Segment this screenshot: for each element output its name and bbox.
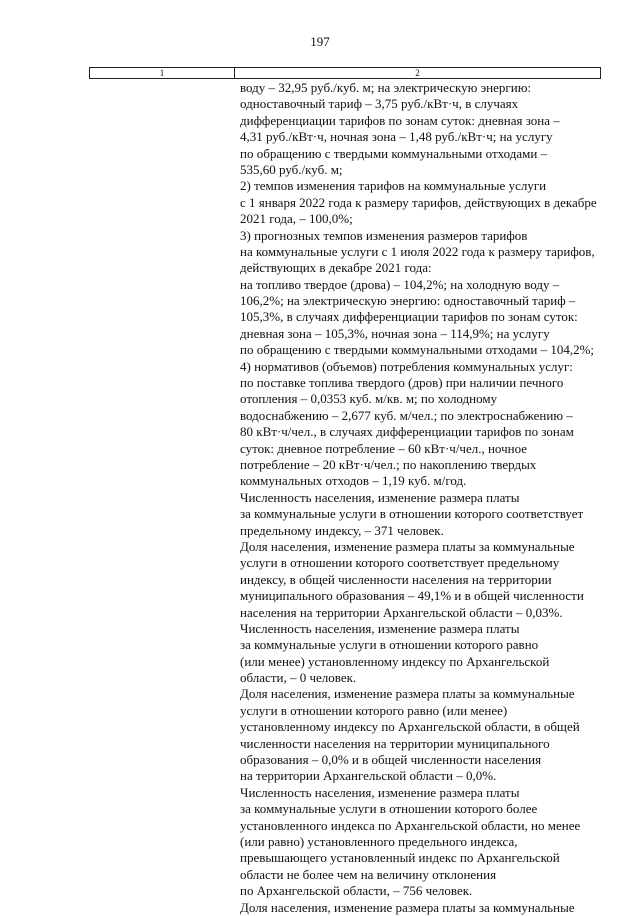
- text-line: 4,31 руб./кВт·ч, ночная зона – 1,48 руб./кВт·ч; на услугу: [240, 129, 553, 145]
- text-line: водоснабжению – 2,677 куб. м/чел.; по электроснабжению –: [240, 407, 573, 423]
- text-line: услуги в отношении которого соответствует предельному: [240, 555, 560, 571]
- text-line: 105,3%, в случаях дифференциации тарифов по зонам суток:: [240, 309, 578, 325]
- text-line: воду – 32,95 руб./куб. м; на электрическую энергию:: [240, 80, 532, 95]
- text-line: предельному индексу, – 371 человек.: [240, 522, 444, 538]
- text-line: суток: дневное потребление – 60 кВт·ч/чел., ночное: [240, 440, 528, 456]
- text-line: численности населения на территории муниципального: [240, 735, 550, 751]
- text-line: по обращению с твердыми коммунальными отходами –: [240, 145, 548, 161]
- text-line: Численность населения, изменение размера платы: [240, 489, 520, 505]
- text-line: Численность населения, изменение размера платы: [240, 620, 520, 636]
- text-line: установленному индексу по Архангельской области, в общей: [240, 719, 580, 735]
- text-line: (или равно) установленного предельного индекса,: [240, 833, 518, 849]
- text-line: населения на территории Архангельской области – 0,03%.: [240, 604, 563, 620]
- text-line: образования – 0,0% и в общей численности населения: [240, 752, 542, 768]
- text-line: дифференциации тарифов по зонам суток: дневная зона –: [240, 112, 560, 128]
- text-line: области не более чем на величину отклонения: [240, 866, 497, 882]
- text-line: 535,60 руб./куб. м;: [240, 161, 343, 177]
- text-line: по Архангельской области, – 756 человек.: [240, 883, 473, 899]
- text-line: отопления – 0,0353 куб. м/кв. м; по холодному: [240, 391, 498, 407]
- text-line: потребление – 20 кВт·ч/чел.; по накоплению твердых: [240, 456, 537, 472]
- text-line: 80 кВт·ч/чел., в случаях дифференциации тарифов по зонам: [240, 424, 574, 440]
- column-header-2: 2: [235, 68, 601, 79]
- text-line: за коммунальные услуги в отношении которого более: [240, 801, 538, 817]
- text-line: с 1 января 2022 года к размеру тарифов, действующих в декабре: [240, 194, 597, 210]
- text-line: (или менее) установленному индексу по Архангельской: [240, 653, 550, 669]
- text-line: на коммунальные услуги с 1 июля 2022 года к размеру тарифов,: [240, 243, 595, 259]
- text-line: Доля населения, изменение размера платы за коммунальные: [240, 899, 575, 915]
- text-line: 106,2%; на электрическую энергию: одноставочный тариф –: [240, 293, 576, 309]
- text-line: за коммунальные услуги в отношении которого соответствует: [240, 506, 584, 522]
- text-line: 2021 года, – 100,0%;: [240, 211, 353, 227]
- column-header-1: 1: [90, 68, 235, 79]
- text-line: за коммунальные услуги в отношении которого равно: [240, 637, 539, 653]
- text-line: установленного индекса по Архангельской области, но менее: [240, 817, 581, 833]
- text-line: Доля населения, изменение размера платы за коммунальные: [240, 686, 575, 702]
- text-line: превышающего установленный индекс по Архангельской: [240, 850, 560, 866]
- text-line: по поставке топлива твердого (дров) при наличии печного: [240, 375, 564, 391]
- page-number: 197: [310, 34, 330, 49]
- text-line: действующих в декабре 2021 года:: [240, 260, 432, 276]
- text-line: Доля населения, изменение размера платы за коммунальные: [240, 538, 575, 554]
- text-line: на территории Архангельской области – 0,0%.: [240, 768, 497, 784]
- text-line: области, – 0 человек.: [240, 670, 357, 686]
- text-line: коммунальных отходов – 1,19 куб. м/год.: [240, 473, 467, 489]
- text-line: 2) темпов изменения тарифов на коммунальные услуги: [240, 178, 547, 194]
- text-line: 4) нормативов (объемов) потребления коммунальных услуг:: [240, 358, 573, 374]
- text-line: Численность населения, изменение размера платы: [240, 784, 520, 800]
- text-line: одноставочный тариф – 3,75 руб./кВт·ч, в случаях: [240, 96, 519, 112]
- text-line: дневная зона – 105,3%, ночная зона – 114,9%; на услугу: [240, 325, 550, 341]
- column-header-table: [89, 67, 601, 79]
- text-line: по обращению с твердыми коммунальными отходами – 104,2%;: [240, 342, 595, 358]
- document-body-text: [240, 80, 612, 916]
- text-line: услуги в отношении которого равно (или менее): [240, 702, 508, 718]
- text-line: индексу, в общей численности населения на территории: [240, 571, 552, 587]
- text-line: 3) прогнозных темпов изменения размеров тарифов: [240, 227, 528, 243]
- text-line: на топливо твердое (дрова) – 104,2%; на холодную воду –: [240, 276, 560, 292]
- text-line: муниципального образования – 49,1% и в общей численности: [240, 588, 584, 604]
